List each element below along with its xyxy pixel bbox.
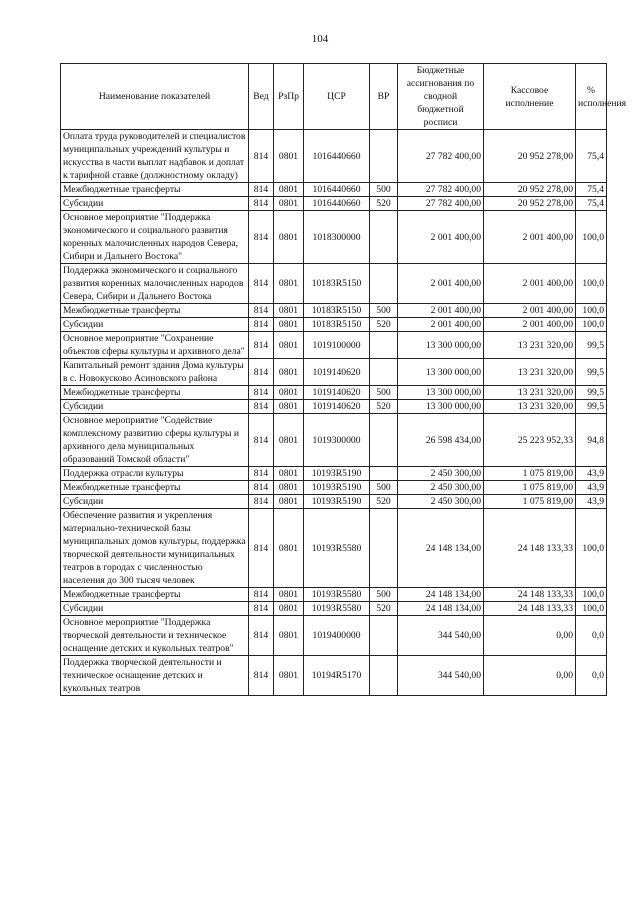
cell-rzpr: 0801 (274, 130, 304, 183)
cell-percent: 43,9 (576, 495, 607, 509)
cell-percent: 100,0 (576, 211, 607, 264)
cell-name: Обеспечение развития и укрепления материально-технической базы муниципальных домов культуры, поддержка творческой деятельности муниципальных театров в городах с численностью населения до 300 тысяч человек (61, 509, 249, 588)
cell-vr: 500 (370, 183, 398, 197)
cell-ved: 814 (249, 467, 274, 481)
table-row (61, 509, 607, 588)
cell-name: Межбюджетные трансферты (61, 481, 249, 495)
cell-executed: 24 148 133,33 (484, 509, 576, 588)
cell-allocated: 344 540,00 (398, 656, 484, 696)
cell-csr: 1016440660 (304, 183, 370, 197)
cell-rzpr: 0801 (274, 304, 304, 318)
cell-percent: 75,4 (576, 197, 607, 211)
cell-rzpr: 0801 (274, 414, 304, 467)
cell-allocated: 13 300 000,00 (398, 386, 484, 400)
cell-csr: 1016440660 (304, 197, 370, 211)
cell-allocated: 13 300 000,00 (398, 359, 484, 386)
cell-ved: 814 (249, 211, 274, 264)
cell-executed: 0,00 (484, 616, 576, 656)
cell-csr: 10183R5150 (304, 264, 370, 304)
cell-rzpr: 0801 (274, 588, 304, 602)
cell-vr (370, 359, 398, 386)
cell-executed: 20 952 278,00 (484, 130, 576, 183)
cell-rzpr: 0801 (274, 616, 304, 656)
cell-ved: 814 (249, 400, 274, 414)
cell-vr (370, 656, 398, 696)
cell-executed: 1 075 819,00 (484, 495, 576, 509)
cell-allocated: 2 450 300,00 (398, 495, 484, 509)
cell-vr: 520 (370, 602, 398, 616)
cell-rzpr: 0801 (274, 332, 304, 359)
cell-allocated: 2 001 400,00 (398, 264, 484, 304)
cell-allocated: 24 148 134,00 (398, 602, 484, 616)
cell-ved: 814 (249, 495, 274, 509)
cell-allocated: 2 001 400,00 (398, 318, 484, 332)
cell-rzpr: 0801 (274, 656, 304, 696)
cell-executed: 1 075 819,00 (484, 467, 576, 481)
cell-ved: 814 (249, 264, 274, 304)
cell-rzpr: 0801 (274, 318, 304, 332)
cell-percent: 100,0 (576, 264, 607, 304)
cell-executed: 2 001 400,00 (484, 304, 576, 318)
cell-rzpr: 0801 (274, 602, 304, 616)
cell-name: Оплата труда руководителей и специалистов муниципальных учреждений культуры и искусства в части выплат надбавок и доплат к тарифной ставке (должностному окладу) (61, 130, 249, 183)
cell-allocated: 26 598 434,00 (398, 414, 484, 467)
cell-vr: 520 (370, 400, 398, 414)
cell-name: Капитальный ремонт здания Дома культуры в с. Новокусково Асиновского района (61, 359, 249, 386)
cell-vr: 500 (370, 481, 398, 495)
cell-vr: 520 (370, 197, 398, 211)
cell-ved: 814 (249, 588, 274, 602)
cell-percent: 100,0 (576, 304, 607, 318)
cell-rzpr: 0801 (274, 359, 304, 386)
cell-percent: 99,5 (576, 359, 607, 386)
cell-allocated: 24 148 134,00 (398, 509, 484, 588)
table-row (61, 602, 607, 616)
cell-executed: 20 952 278,00 (484, 197, 576, 211)
cell-rzpr: 0801 (274, 183, 304, 197)
cell-csr: 1019140620 (304, 359, 370, 386)
cell-percent: 43,9 (576, 467, 607, 481)
cell-ved: 814 (249, 332, 274, 359)
budget-execution-table (60, 63, 627, 696)
cell-allocated: 2 450 300,00 (398, 481, 484, 495)
cell-ved: 814 (249, 414, 274, 467)
header-rzpr: РзПр (274, 64, 304, 130)
cell-vr: 520 (370, 495, 398, 509)
cell-ved: 814 (249, 183, 274, 197)
cell-percent: 100,0 (576, 602, 607, 616)
cell-rzpr: 0801 (274, 467, 304, 481)
header-allocated: Бюджетные ассигнования по сводной бюджетной росписи (398, 64, 484, 130)
header-executed: Кассовое исполнение (484, 64, 576, 130)
cell-vr (370, 467, 398, 481)
cell-name: Основное мероприятие "Сохранение объектов сферы культуры и архивного дела" (61, 332, 249, 359)
cell-name: Основное мероприятие "Поддержка творческой деятельности и техническое оснащение детских и кукольных театров" (61, 616, 249, 656)
cell-percent: 94,8 (576, 414, 607, 467)
cell-csr: 10193R5190 (304, 467, 370, 481)
cell-executed: 0,00 (484, 656, 576, 696)
cell-name: Межбюджетные трансферты (61, 183, 249, 197)
cell-name: Поддержка экономического и социального развития коренных малочисленных народов Севера, Сибири и Дальнего Востока (61, 264, 249, 304)
cell-allocated: 2 001 400,00 (398, 211, 484, 264)
cell-percent: 0,0 (576, 616, 607, 656)
cell-ved: 814 (249, 304, 274, 318)
cell-rzpr: 0801 (274, 197, 304, 211)
cell-vr (370, 414, 398, 467)
cell-csr: 10193R5580 (304, 602, 370, 616)
cell-executed: 1 075 819,00 (484, 481, 576, 495)
cell-executed: 24 148 133,33 (484, 588, 576, 602)
cell-csr: 10193R5580 (304, 509, 370, 588)
cell-percent: 99,5 (576, 400, 607, 414)
cell-percent: 75,4 (576, 130, 607, 183)
cell-ved: 814 (249, 197, 274, 211)
cell-executed: 24 148 133,33 (484, 602, 576, 616)
cell-rzpr: 0801 (274, 386, 304, 400)
table-row (61, 318, 607, 332)
cell-vr (370, 211, 398, 264)
table-row (61, 616, 607, 656)
table-row (61, 588, 607, 602)
cell-ved: 814 (249, 130, 274, 183)
cell-percent: 100,0 (576, 509, 607, 588)
cell-percent: 0,0 (576, 656, 607, 696)
cell-percent: 99,5 (576, 386, 607, 400)
cell-vr (370, 332, 398, 359)
page-number: 104 (311, 33, 329, 45)
cell-rzpr: 0801 (274, 400, 304, 414)
cell-csr: 10183R5150 (304, 318, 370, 332)
cell-vr: 500 (370, 386, 398, 400)
cell-ved: 814 (249, 616, 274, 656)
header-csr: ЦСР (304, 64, 370, 130)
table-row (61, 130, 607, 183)
cell-percent: 100,0 (576, 318, 607, 332)
cell-csr: 1019100000 (304, 332, 370, 359)
cell-name: Субсидии (61, 197, 249, 211)
cell-ved: 814 (249, 509, 274, 588)
cell-name: Межбюджетные трансферты (61, 386, 249, 400)
table-row (61, 359, 607, 386)
cell-vr: 520 (370, 318, 398, 332)
cell-csr: 10193R5190 (304, 495, 370, 509)
cell-name: Межбюджетные трансферты (61, 588, 249, 602)
cell-allocated: 24 148 134,00 (398, 588, 484, 602)
cell-percent: 99,5 (576, 332, 607, 359)
cell-name: Поддержка отрасли культуры (61, 467, 249, 481)
cell-vr (370, 509, 398, 588)
cell-rzpr: 0801 (274, 495, 304, 509)
cell-ved: 814 (249, 481, 274, 495)
cell-csr: 1019300000 (304, 414, 370, 467)
cell-csr: 1019140620 (304, 386, 370, 400)
table-body (61, 130, 607, 696)
cell-executed: 13 231 320,00 (484, 359, 576, 386)
header-percent: % исполнения (576, 64, 607, 130)
cell-vr: 500 (370, 588, 398, 602)
cell-executed: 13 231 320,00 (484, 332, 576, 359)
table-row (61, 332, 607, 359)
cell-vr: 500 (370, 304, 398, 318)
cell-csr: 10193R5190 (304, 481, 370, 495)
cell-vr (370, 616, 398, 656)
cell-allocated: 2 450 300,00 (398, 467, 484, 481)
cell-vr (370, 264, 398, 304)
cell-csr: 1019400000 (304, 616, 370, 656)
table-row (61, 467, 607, 481)
cell-ved: 814 (249, 386, 274, 400)
cell-allocated: 27 782 400,00 (398, 130, 484, 183)
cell-rzpr: 0801 (274, 509, 304, 588)
table-header-row (61, 64, 607, 130)
cell-csr: 10183R5150 (304, 304, 370, 318)
cell-allocated: 13 300 000,00 (398, 332, 484, 359)
cell-percent: 43,9 (576, 481, 607, 495)
table-row (61, 183, 607, 197)
cell-name: Субсидии (61, 400, 249, 414)
cell-ved: 814 (249, 318, 274, 332)
cell-allocated: 13 300 000,00 (398, 400, 484, 414)
cell-name: Основное мероприятие "Поддержка экономического и социального развития коренных малочисленных народов Севера, Сибири и Дальнего Востока" (61, 211, 249, 264)
cell-name: Основное мероприятие "Содействие комплексному развитию сферы культуры и архивного дела муниципальных образований Томской области" (61, 414, 249, 467)
header-ved: Вед (249, 64, 274, 130)
cell-allocated: 27 782 400,00 (398, 183, 484, 197)
cell-ved: 814 (249, 656, 274, 696)
cell-ved: 814 (249, 602, 274, 616)
cell-executed: 25 223 952,33 (484, 414, 576, 467)
cell-csr: 1019140620 (304, 400, 370, 414)
cell-allocated: 2 001 400,00 (398, 304, 484, 318)
cell-csr: 1018300000 (304, 211, 370, 264)
cell-name: Субсидии (61, 495, 249, 509)
cell-vr (370, 130, 398, 183)
cell-executed: 2 001 400,00 (484, 264, 576, 304)
cell-rzpr: 0801 (274, 264, 304, 304)
cell-name: Межбюджетные трансферты (61, 304, 249, 318)
header-vr: ВР (370, 64, 398, 130)
cell-allocated: 344 540,00 (398, 616, 484, 656)
cell-executed: 13 231 320,00 (484, 400, 576, 414)
cell-percent: 75,4 (576, 183, 607, 197)
cell-csr: 1016440660 (304, 130, 370, 183)
cell-csr: 10194R5170 (304, 656, 370, 696)
cell-rzpr: 0801 (274, 481, 304, 495)
table-row (61, 386, 607, 400)
cell-executed: 20 952 278,00 (484, 183, 576, 197)
cell-ved: 814 (249, 359, 274, 386)
cell-csr: 10193R5580 (304, 588, 370, 602)
table-row (61, 495, 607, 509)
cell-percent: 100,0 (576, 588, 607, 602)
table-row (61, 304, 607, 318)
table-row (61, 211, 607, 264)
table-row (61, 400, 607, 414)
table-row (61, 264, 607, 304)
cell-executed: 2 001 400,00 (484, 211, 576, 264)
header-name: Наименование показателей (61, 64, 249, 130)
cell-allocated: 27 782 400,00 (398, 197, 484, 211)
cell-name: Субсидии (61, 602, 249, 616)
table-row (61, 197, 607, 211)
table-row (61, 414, 607, 467)
cell-name: Поддержка творческой деятельности и техническое оснащение детских и кукольных театров (61, 656, 249, 696)
table-row (61, 481, 607, 495)
table-row (61, 656, 607, 696)
cell-executed: 13 231 320,00 (484, 386, 576, 400)
cell-rzpr: 0801 (274, 211, 304, 264)
cell-name: Субсидии (61, 318, 249, 332)
cell-executed: 2 001 400,00 (484, 318, 576, 332)
